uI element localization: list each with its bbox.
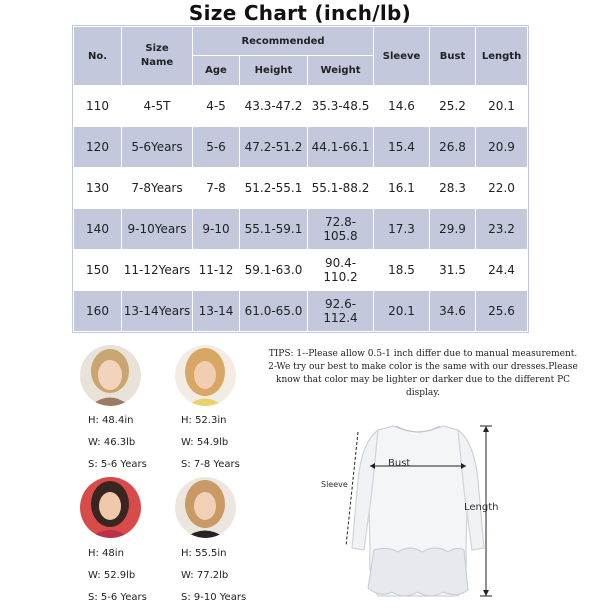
cell-weight: 92.6-112.4 (308, 291, 374, 332)
model-photo-3 (80, 477, 141, 538)
cell-no: 140 (74, 209, 122, 250)
cell-sleeve: 20.1 (374, 291, 430, 332)
header-length: Length (476, 27, 528, 86)
model-2-size: S: 7-8 Years (181, 459, 240, 470)
cell-no: 110 (74, 86, 122, 127)
cell-sleeve: 17.3 (374, 209, 430, 250)
size-chart-table (73, 26, 528, 332)
bust-label: Bust (388, 458, 411, 469)
table-row (74, 127, 528, 168)
cell-length: 20.9 (476, 127, 528, 168)
cell-weight: 44.1-66.1 (308, 127, 374, 168)
header-age: Age (193, 56, 240, 86)
cell-sleeve: 18.5 (374, 250, 430, 291)
tips-line-1: TIPS: 1--Please allow 0.5-1 inch differ due to manual measurement. (268, 349, 578, 359)
cell-bust: 28.3 (430, 168, 476, 209)
cell-weight: 72.8-105.8 (308, 209, 374, 250)
cell-height: 59.1-63.0 (240, 250, 308, 291)
cell-size: 11-12Years (122, 250, 193, 291)
header-size-name-label: Size Name (140, 43, 174, 68)
cell-size: 13-14Years (122, 291, 193, 332)
model-1-height: H: 48.4in (88, 415, 134, 426)
cell-size: 5-6Years (122, 127, 193, 168)
model-photo-1 (80, 345, 141, 406)
length-label: Length (464, 502, 499, 513)
cell-length: 23.2 (476, 209, 528, 250)
cell-sleeve: 16.1 (374, 168, 430, 209)
model-2-height: H: 52.3in (181, 415, 227, 426)
tips-text (262, 348, 584, 400)
cell-age: 5-6 (193, 127, 240, 168)
cell-age: 13-14 (193, 291, 240, 332)
model-photo-4 (175, 477, 236, 538)
cell-height: 55.1-59.1 (240, 209, 308, 250)
model-3-size: S: 5-6 Years (88, 592, 147, 603)
model-2-weight: W: 54.9lb (181, 437, 229, 448)
cell-height: 47.2-51.2 (240, 127, 308, 168)
cell-no: 150 (74, 250, 122, 291)
cell-weight: 90.4-110.2 (308, 250, 374, 291)
model-2-stats (181, 410, 240, 476)
cell-no: 120 (74, 127, 122, 168)
table-row (74, 291, 528, 332)
cell-length: 20.1 (476, 86, 528, 127)
cell-size: 7-8Years (122, 168, 193, 209)
model-photo-2 (175, 345, 236, 406)
cell-size: 4-5T (122, 86, 193, 127)
cell-length: 24.4 (476, 250, 528, 291)
cell-height: 61.0-65.0 (240, 291, 308, 332)
cell-size: 9-10Years (122, 209, 193, 250)
header-sleeve: Sleeve (374, 27, 430, 86)
cell-bust: 25.2 (430, 86, 476, 127)
model-1-stats (88, 410, 147, 476)
model-4-size: S: 9-10 Years (181, 592, 247, 603)
tips-line-2: 2-We try our best to make color is the same with our dresses.Please know that color may be lighter or darker due to the different PC display. (268, 362, 578, 398)
model-4-weight: W: 77.2lb (181, 570, 229, 581)
table-row (74, 86, 528, 127)
cell-age: 9-10 (193, 209, 240, 250)
table-row (74, 168, 528, 209)
header-height: Height (240, 56, 308, 86)
model-3-height: H: 48in (88, 548, 124, 559)
cell-bust: 34.6 (430, 291, 476, 332)
cell-age: 11-12 (193, 250, 240, 291)
cell-height: 43.3-47.2 (240, 86, 308, 127)
cell-length: 22.0 (476, 168, 528, 209)
cell-bust: 26.8 (430, 127, 476, 168)
table-row (74, 209, 528, 250)
cell-bust: 31.5 (430, 250, 476, 291)
cell-height: 51.2-55.1 (240, 168, 308, 209)
cell-sleeve: 15.4 (374, 127, 430, 168)
model-4-stats (181, 543, 246, 609)
cell-age: 7-8 (193, 168, 240, 209)
header-size-name (122, 27, 193, 86)
cell-bust: 29.9 (430, 209, 476, 250)
model-3-stats (88, 543, 147, 609)
cell-sleeve: 14.6 (374, 86, 430, 127)
cell-length: 25.6 (476, 291, 528, 332)
table-row (74, 250, 528, 291)
header-no: No. (74, 27, 122, 86)
cell-age: 4-5 (193, 86, 240, 127)
model-4-height: H: 55.5in (181, 548, 227, 559)
cell-weight: 35.3-48.5 (308, 86, 374, 127)
model-3-weight: W: 52.9lb (88, 570, 136, 581)
cell-no: 130 (74, 168, 122, 209)
header-recommended: Recommended (193, 27, 374, 56)
page-title: Size Chart (inch/lb) (188, 1, 412, 25)
cell-no: 160 (74, 291, 122, 332)
header-bust: Bust (430, 27, 476, 86)
cell-weight: 55.1-88.2 (308, 168, 374, 209)
model-1-size: S: 5-6 Years (88, 459, 147, 470)
header-weight: Weight (308, 56, 374, 86)
sleeve-label: Sleeve (321, 480, 348, 489)
model-1-weight: W: 46.3lb (88, 437, 136, 448)
